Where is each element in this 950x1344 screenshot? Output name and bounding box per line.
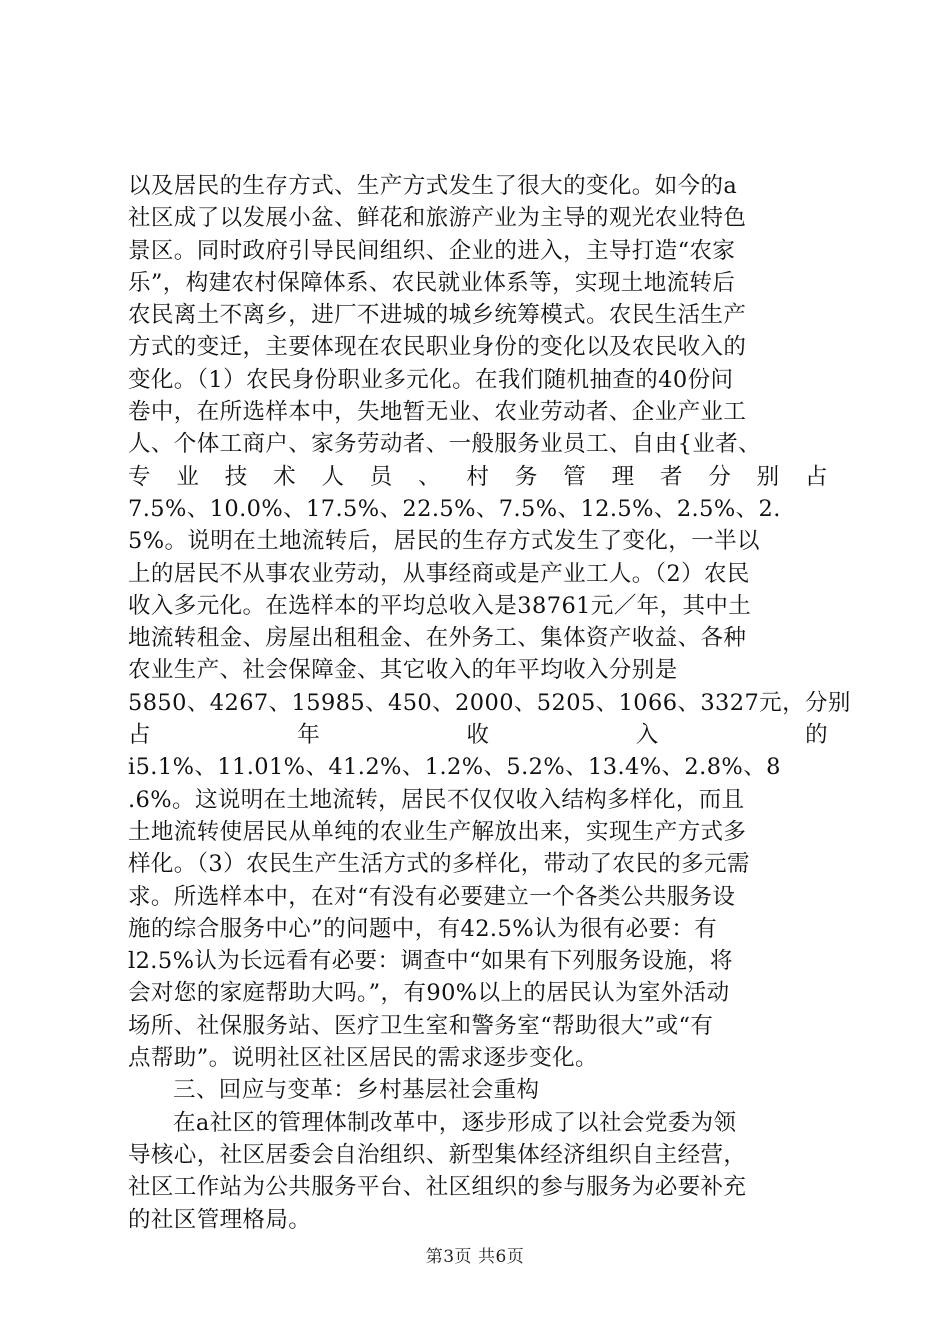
text-line: 社区工作站为公共服务平台、社区组织的参与服务为必要补充: [128, 1174, 747, 1201]
justified-char: 者: [659, 463, 683, 490]
text-line: 变化。（1）农民身份职业多元化。在我们随机抽查的40份问: [128, 366, 734, 393]
text-line: 地流转租金、房屋出租租金、在外务工、集体资产收益、各种: [128, 625, 747, 652]
text-line-justified: [128, 461, 828, 493]
text-line: 人、个体工商户、家务劳动者、一般服务业员工、自由{业者、: [128, 431, 762, 458]
justified-char: 理: [611, 463, 635, 490]
text-line: 样化。（3）农民生产生活方式的多样化，带动了农民的多元需: [128, 851, 750, 878]
justified-char: 的: [805, 722, 828, 749]
text-line: 卷中，在所选样本中，失地暂无业、农业劳动者、企业产业工: [128, 399, 747, 426]
text-line: i5.1%、11.01%、41.2%、1.2%、5.2%、13.4%、2.8%、8: [128, 754, 781, 781]
text-line: 场所、社保服务站、医疗卫生室和警务室“帮助很大”或“有: [128, 1012, 714, 1039]
text-line: 农民离土不离乡，进厂不进城的城乡统筹模式。农民生活生产: [128, 302, 747, 329]
justified-char: 专: [128, 463, 151, 490]
justified-char: 、: [418, 463, 442, 490]
text-line: 求。所选样本中，在对“有没有必要建立一个各类公共服务设: [128, 883, 736, 910]
justified-char: 村: [466, 463, 490, 490]
text-line: 5%。说明在土地流转后，居民的生存方式发生了变化，一半以: [128, 528, 760, 555]
justified-char: 术: [273, 463, 296, 490]
text-line: 上的居民不从事农业劳动，从事经商或是产业工人。（2）农民: [128, 560, 750, 587]
text-line: 乐”，构建农村保障体系、农民就业体系等，实现土地流转后: [128, 269, 736, 296]
text-line: 在a社区的管理体制改革中，逐步形成了以社会党委为领: [173, 1109, 737, 1136]
text-line: 的社区管理格局。: [128, 1206, 312, 1233]
justified-char: 占: [805, 463, 828, 490]
text-line: 土地流转使居民从单纯的农业生产解放出来，实现生产方式多: [128, 818, 747, 845]
text-line: 社区成了以发展小盆、鲜花和旅游产业为主导的观光农业特色: [128, 205, 747, 232]
justified-char: 分: [708, 463, 732, 490]
justified-char: 占: [128, 722, 151, 749]
text-line: 5850、4267、15985、450、2000、5205、1066、3327元，分别: [128, 689, 851, 716]
text-line: 点帮助”。说明社区社区居民的需求逐步变化。: [128, 1045, 598, 1072]
text-line: 以及居民的生存方式、生产方式发生了很大的变化。如今的a: [128, 173, 738, 199]
justified-char: 务: [514, 463, 538, 490]
page-footer: [0, 1242, 950, 1267]
justified-char: 入: [635, 722, 659, 749]
text-line: 施的综合服务中心”的问题中，有42.5%认为很有必要：有: [128, 915, 718, 942]
justified-char: 业: [176, 463, 200, 490]
justified-char: 员: [369, 463, 393, 490]
justified-char: 收: [466, 722, 490, 749]
text-line: 会对您的家庭帮助大吗。”，有90%以上的居民认为室外活动: [128, 980, 730, 1007]
text-line: 收入多元化。在选样本的平均总收入是38761元／年，其中土: [128, 592, 752, 619]
justified-char: 管: [563, 463, 587, 490]
text-line: 导核心，社区居委会自治组织、新型集体经济组织自主经营，: [128, 1141, 747, 1168]
text-line: 景区。同时政府引导民间组织、企业的进入，主导打造“农家: [128, 237, 736, 264]
text-line: .6%。这说明在土地流转，居民不仅仅收入结构多样化，而且: [128, 786, 745, 813]
text-line: 农业生产、社会保障金、其它收入的年平均收入分别是: [128, 657, 678, 684]
text-line: 方式的变迁，主要体现在农民职业身份的变化以及农民收入的: [128, 334, 747, 361]
text-line: l2.5%认为长远看有必要：调查中“如果有下列服务设施，将: [128, 948, 733, 975]
justified-char: 人: [321, 463, 345, 490]
page-number: 第3页 共6页: [425, 1247, 525, 1267]
section-heading: 三、回应与变革：乡村基层社会重构: [173, 1077, 540, 1104]
justified-char: 别: [756, 463, 780, 490]
text-line: 7.5%、10.0%、17.5%、22.5%、7.5%、12.5%、2.5%、2.: [128, 495, 781, 522]
justified-char: 年: [297, 722, 321, 749]
justified-char: 技: [224, 463, 248, 490]
text-line-justified: [128, 719, 828, 751]
body-text: [128, 170, 851, 1236]
